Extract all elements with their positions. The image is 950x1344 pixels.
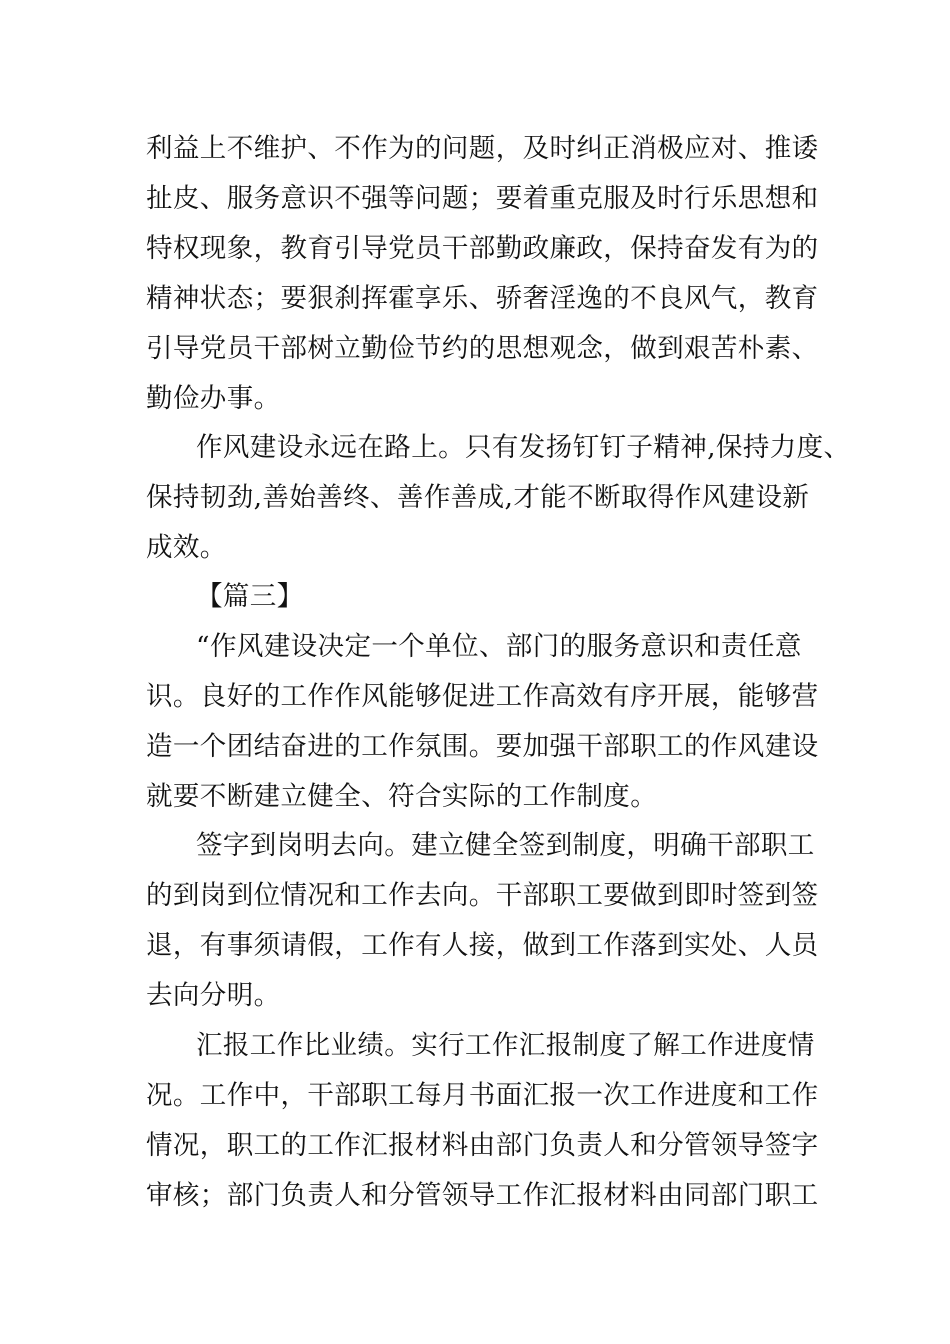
text-line: 精神状态；要狠刹挥霍享乐、骄奢淫逸的不良风气，教育 [146,283,819,314]
text-line: 成效。 [146,532,227,563]
text-line: 引导党员干部树立勤俭节约的思想观念，做到艰苦朴素、 [146,333,819,364]
text-line: 特权现象，教育引导党员干部勤政廉政，保持奋发有为的 [146,233,819,264]
section-heading: 【篇三】 [196,581,304,612]
text-line: 识。良好的工作作风能够促进工作高效有序开展，能够营 [146,681,819,712]
text-line: 汇报工作比业绩。实行工作汇报制度了解工作进度情 [196,1030,815,1061]
text-line: 的到岗到位情况和工作去向。干部职工要做到即时签到签 [146,880,819,911]
text-line: 利益上不维护、不作为的问题，及时纠正消极应对、推诿 [146,133,819,164]
text-line: 审核；部门负责人和分管领导工作汇报材料由同部门职工 [146,1180,819,1211]
text-line: 去向分明。 [146,980,281,1011]
text-line: 情况，职工的工作汇报材料由部门负责人和分管领导签字 [146,1130,819,1161]
text-line: 退，有事须请假，工作有人接，做到工作落到实处、人员 [146,930,819,961]
text-line: 造一个团结奋进的工作氛围。要加强干部职工的作风建设 [146,731,819,762]
text-line: 就要不断建立健全、符合实际的工作制度。 [146,781,658,812]
text-line: 勤俭办事。 [146,383,281,414]
text-line: 作风建设永远在路上。只有发扬钉钉子精神,保持力度、 [196,432,851,463]
text-line: 签字到岗明去向。建立健全签到制度，明确干部职工 [196,830,815,861]
text-line: 保持韧劲,善始善终、善作善成,才能不断取得作风建设新 [146,482,810,513]
text-line: 况。工作中，干部职工每月书面汇报一次工作进度和工作 [146,1080,819,1111]
text-line: “作风建设决定一个单位、部门的服务意识和责任意 [196,631,802,662]
text-line: 扯皮、服务意识不强等问题；要着重克服及时行乐思想和 [146,183,819,214]
